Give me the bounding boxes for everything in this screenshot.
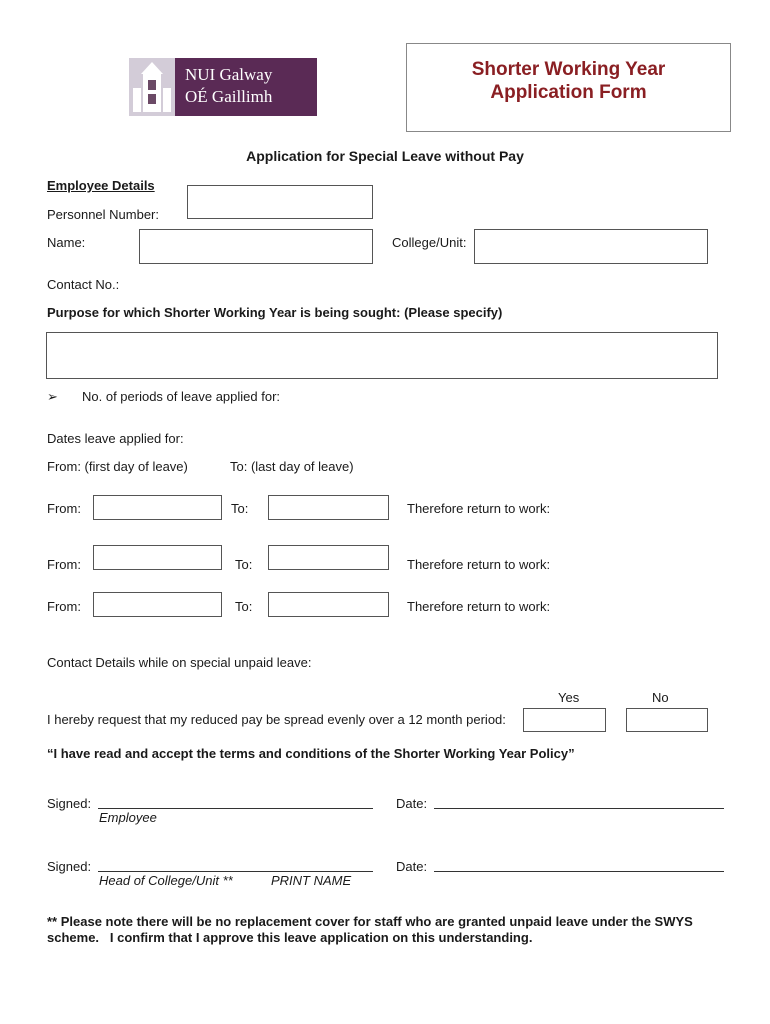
logo-text	[175, 58, 317, 116]
date-row-from-field[interactable]	[93, 592, 222, 617]
bullet-arrow-icon: ➢	[47, 389, 58, 404]
dates-intro: Dates leave applied for:	[47, 431, 184, 446]
print-name-caption: PRINT NAME	[271, 873, 352, 888]
employee-signed-label: Signed:	[47, 796, 92, 811]
date-row-to-label: To:	[235, 557, 253, 572]
head-date-label: Date:	[396, 859, 428, 874]
employee-signature-line[interactable]	[98, 808, 373, 809]
employee-caption: Employee	[99, 810, 157, 825]
date-row-to-field[interactable]	[268, 592, 389, 617]
nui-galway-logo	[129, 58, 317, 116]
form-title-line2: Application Form	[490, 82, 647, 103]
university-crest-icon	[129, 58, 175, 116]
date-row-return-label: Therefore return to work:	[407, 501, 551, 516]
college-unit-label: College/Unit:	[392, 235, 467, 250]
head-signature-line[interactable]	[98, 871, 373, 872]
form-title-box	[406, 43, 731, 132]
form-title-line1: Shorter Working Year	[471, 59, 666, 80]
approval-note	[47, 914, 747, 946]
head-signed-label: Signed:	[47, 859, 92, 874]
date-row-to-field[interactable]	[268, 495, 389, 520]
approval-note-line2: scheme. I confirm that I approve this leave application on this understanding.	[47, 930, 533, 945]
name-field[interactable]	[139, 229, 373, 264]
pay-spread-yes-box[interactable]	[523, 708, 606, 732]
date-row-to-label: To:	[231, 501, 249, 516]
date-row-return-label: Therefore return to work:	[407, 599, 551, 614]
head-date-line[interactable]	[434, 871, 724, 872]
personnel-number-field[interactable]	[187, 185, 373, 219]
date-row-from-field[interactable]	[93, 545, 222, 570]
logo-name-english: NUI Galway	[185, 65, 273, 84]
employee-date-label: Date:	[396, 796, 428, 811]
date-row-return-label: Therefore return to work:	[407, 557, 551, 572]
personnel-number-label: Personnel Number:	[47, 207, 159, 222]
periods-label: No. of periods of leave applied for:	[82, 389, 281, 404]
date-row-from-field[interactable]	[93, 495, 222, 520]
approval-note-line1: ** Please note there will be no replacement cover for staff who are granted unpaid leave under the SWYS	[47, 914, 693, 929]
date-row-from-label: From:	[47, 557, 81, 572]
no-label: No	[652, 690, 669, 705]
policy-statement: “I have read and accept the terms and conditions of the Shorter Working Year Policy”	[47, 746, 575, 761]
contact-no-label: Contact No.:	[47, 277, 120, 292]
college-unit-field[interactable]	[474, 229, 708, 264]
date-row-from-label: From:	[47, 599, 81, 614]
date-row-from-label: From:	[47, 501, 81, 516]
pay-spread-question: I hereby request that my reduced pay be spread evenly over a 12 month period:	[47, 712, 506, 727]
employee-date-line[interactable]	[434, 808, 724, 809]
name-label: Name:	[47, 235, 86, 250]
yes-label: Yes	[558, 690, 580, 705]
purpose-label: Purpose for which Shorter Working Year is being sought: (Please specify)	[47, 305, 503, 320]
purpose-field[interactable]	[46, 332, 718, 379]
contact-details-label: Contact Details while on special unpaid leave:	[47, 655, 312, 670]
page-heading: Application for Special Leave without Pay	[246, 148, 524, 164]
pay-spread-no-box[interactable]	[626, 708, 708, 732]
logo-name-irish: OÉ Gaillimh	[185, 87, 273, 106]
date-row-to-label: To:	[235, 599, 253, 614]
employee-details-heading: Employee Details	[47, 178, 155, 193]
head-caption: Head of College/Unit **	[99, 873, 233, 888]
from-hint: From: (first day of leave)	[47, 459, 188, 474]
date-row-to-field[interactable]	[268, 545, 389, 570]
to-hint: To: (last day of leave)	[230, 459, 354, 474]
